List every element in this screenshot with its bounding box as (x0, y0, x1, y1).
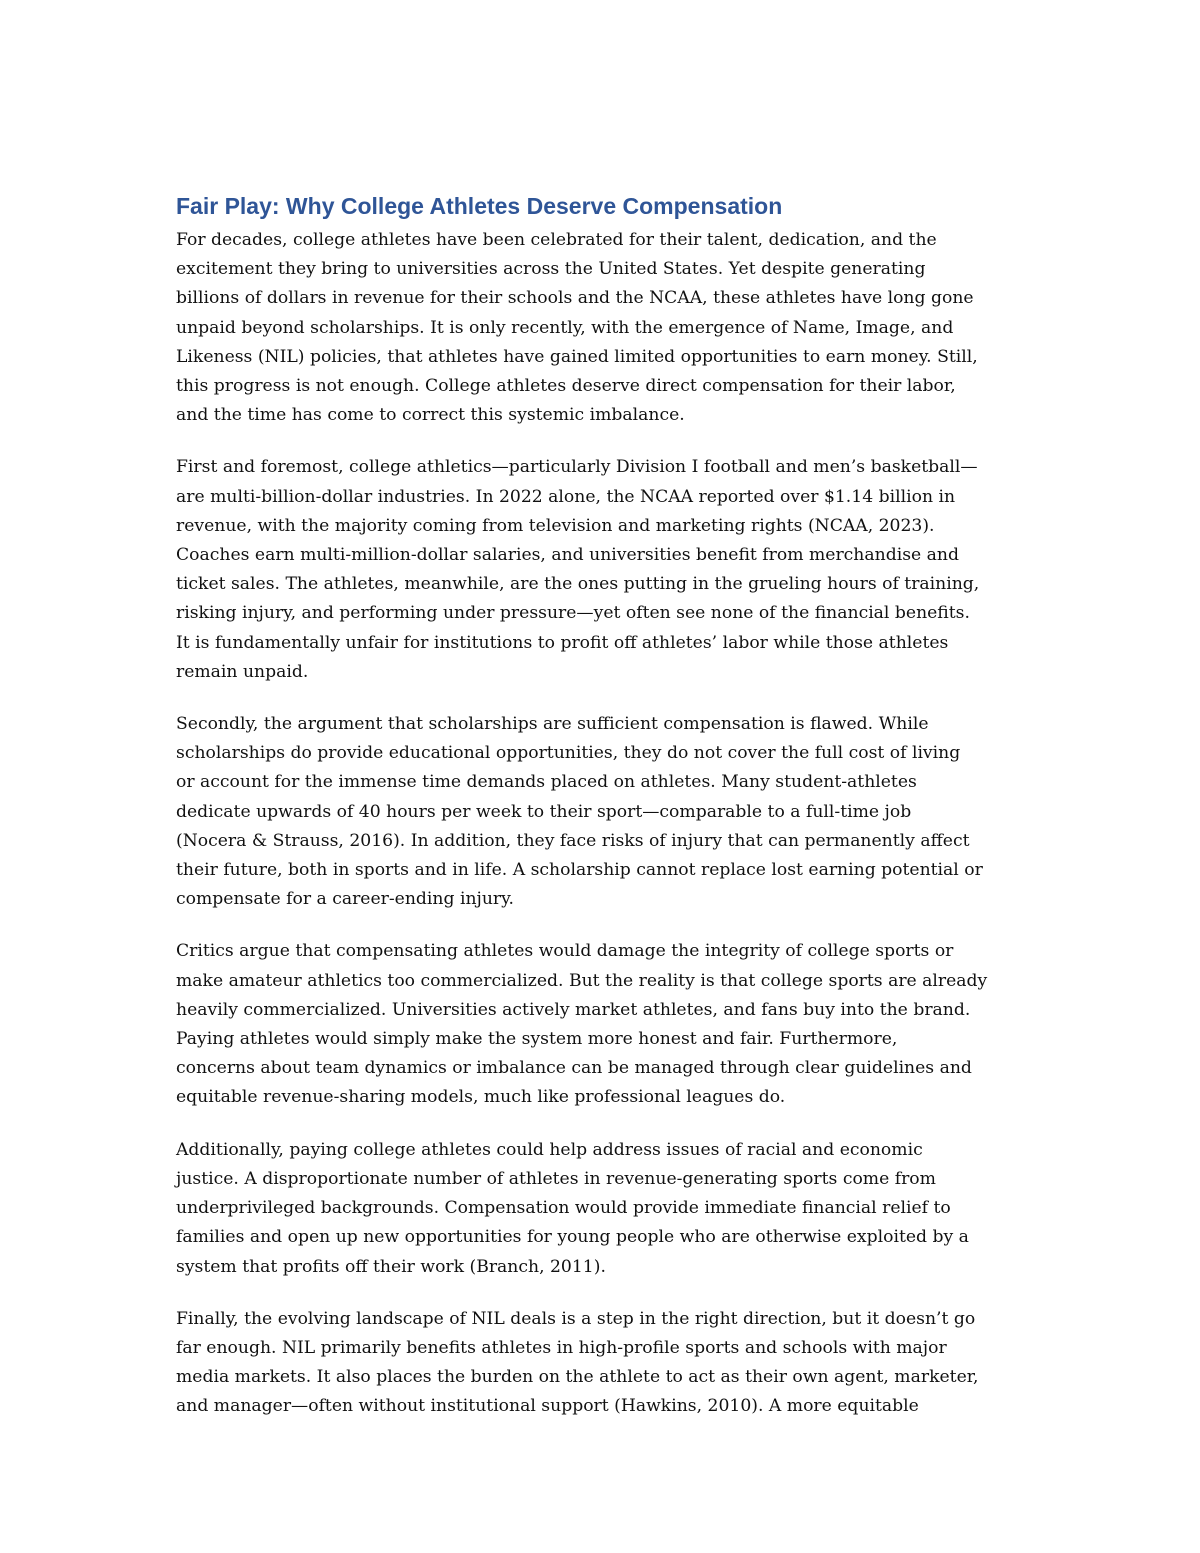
text-line: excitement they bring to universities across the United States. Yet despite generating (176, 259, 926, 280)
text-line: justice. A disproportionate number of athletes in revenue-generating sports come from (176, 1168, 936, 1189)
paragraph-intro (176, 226, 1028, 430)
text-line: (Nocera & Strauss, 2016). In addition, they face risks of injury that can permanently affect (176, 830, 970, 851)
text-line: Likeness (NIL) policies, that athletes have gained limited opportunities to earn money. Still, (176, 346, 978, 367)
text-line: unpaid beyond scholarships. It is only recently, with the emergence of Name, Image, and (176, 317, 954, 338)
text-line: equitable revenue-sharing models, much like professional leagues do. (176, 1087, 786, 1108)
paragraph-justice (176, 1136, 1028, 1282)
document-body (176, 190, 1028, 1445)
text-line: are multi-billion-dollar industries. In 2022 alone, the NCAA reported over $1.14 billion in (176, 486, 956, 507)
text-line: concerns about team dynamics or imbalance can be managed through clear guidelines and (176, 1058, 972, 1079)
text-line: compensate for a career-ending injury. (176, 889, 515, 910)
text-line: families and open up new opportunities for young people who are otherwise exploited by a (176, 1227, 969, 1248)
text-line: Finally, the evolving landscape of NIL deals is a step in the right direction, but it doesn’t go (176, 1308, 976, 1329)
text-line: Paying athletes would simply make the system more honest and fair. Furthermore, (176, 1029, 898, 1050)
document-title: Fair Play: Why College Athletes Deserve Compensation (176, 193, 783, 219)
text-line: and manager—often without institutional support (Hawkins, 2010). A more equitable (176, 1396, 919, 1417)
text-line: For decades, college athletes have been celebrated for their talent, dedication, and the (176, 230, 937, 250)
text-line: underprivileged backgrounds. Compensation would provide immediate financial relief to (176, 1198, 951, 1219)
text-line: It is fundamentally unfair for institutions to profit off athletes’ labor while those athletes (176, 632, 949, 653)
text-line: Secondly, the argument that scholarships are sufficient compensation is flawed. While (176, 714, 929, 735)
text-line: dedicate upwards of 40 hours per week to their sport—comparable to a full-time job (176, 801, 912, 822)
text-line: Critics argue that compensating athletes would damage the integrity of college sports or (176, 941, 954, 962)
text-line: their future, both in sports and in life. A scholarship cannot replace lost earning potential or (176, 860, 983, 881)
text-line: Coaches earn multi-million-dollar salaries, and universities benefit from merchandise and (176, 545, 959, 566)
paragraph-critics (176, 937, 1028, 1112)
text-line: scholarships do provide educational opportunities, they do not cover the full cost of living (176, 743, 961, 764)
text-line: First and foremost, college athletics—particularly Division I football and men’s basketball— (176, 457, 978, 478)
text-line: system that profits off their work (Branch, 2011). (176, 1256, 606, 1277)
text-line: or account for the immense time demands placed on athletes. Many student-athletes (176, 772, 917, 793)
text-line: risking injury, and performing under pressure—yet often see none of the financial benefits. (176, 603, 970, 624)
text-line: revenue, with the majority coming from television and marketing rights (NCAA, 2023). (176, 515, 935, 536)
text-line: make amateur athletics too commercialized. But the reality is that college sports are already (176, 970, 988, 991)
text-line: Additionally, paying college athletes could help address issues of racial and economic (176, 1139, 923, 1160)
text-line: far enough. NIL primarily benefits athletes in high-profile sports and schools with major (176, 1337, 947, 1358)
text-line: remain unpaid. (176, 661, 309, 682)
text-line: heavily commercialized. Universities actively market athletes, and fans buy into the brand. (176, 999, 971, 1020)
paragraph-revenue (176, 453, 1028, 687)
text-line: billions of dollars in revenue for their schools and the NCAA, these athletes have long gone (176, 288, 974, 309)
text-line: media markets. It also places the burden on the athlete to act as their own agent, marketer, (176, 1367, 979, 1388)
text-line: this progress is not enough. College athletes deserve direct compensation for their labor, (176, 376, 956, 397)
paragraph-scholarships (176, 710, 1028, 914)
paragraph-nil (176, 1305, 1028, 1422)
text-line: ticket sales. The athletes, meanwhile, are the ones putting in the grueling hours of training, (176, 574, 980, 595)
text-line: and the time has come to correct this systemic imbalance. (176, 405, 685, 426)
